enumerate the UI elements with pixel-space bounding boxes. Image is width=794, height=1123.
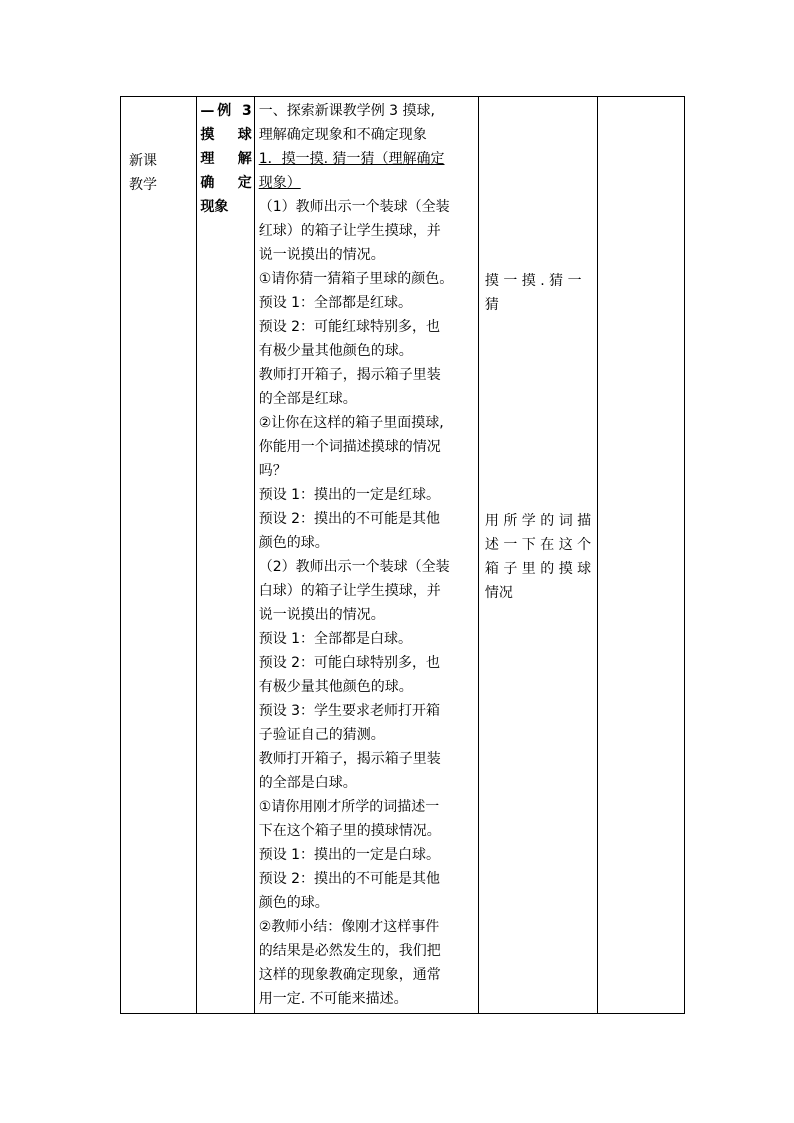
content-line: 的全部是红球。 [258,391,357,407]
content-line: （2）教师出示一个装球（全装 [258,559,450,575]
empty-cell [597,97,684,1014]
content-line: 教师打开箱子，揭示箱子里装 [258,751,441,767]
content-line: 有极少量其他颜色的球。 [258,679,413,695]
content-line: ①请你猜一猜箱子里球的颜色。 [258,271,454,287]
content-line: ②让你在这样的箱子里面摸球, [258,415,444,431]
content-line: 预设 2：摸出的不可能是其他 [258,511,441,527]
content-line: 预设 2：可能红球特别多，也 [258,319,441,335]
content-line: 吗？ [258,463,287,479]
content-line: 有极少量其他颜色的球。 [258,343,413,359]
content-line: 说一说摸出的情况。 [258,607,385,623]
topic-cell [197,97,254,1014]
topic-line: 确 定 [200,175,252,191]
content-line: ②教师小结：像刚才这样事件 [258,919,440,935]
phase-label-line: 新课 [129,153,157,169]
content-line: 预设 1：摸出的一定是红球。 [258,487,441,503]
content-line: 下在这个箱子里的摸球情况。 [258,823,441,839]
topic-line: —例 3 [200,103,252,119]
content-heading-line: 1．摸一摸. 猜一猜（理解确定 [258,151,445,167]
content-line: 红球）的箱子让学生摸球，并 [258,223,441,239]
note-block-describe [485,509,593,605]
lesson-plan-table [120,96,685,1014]
topic-line: 理 解 [200,151,252,167]
content-line: 的全部是白球。 [258,775,357,791]
content-cell [254,97,478,1014]
content-line: 子验证自己的猜测。 [258,727,385,743]
content-line: 一、探索新课教学例 3 摸球, [258,103,435,119]
phase-cell [121,97,197,1014]
content-line: 预设 2：摸出的不可能是其他 [258,871,441,887]
note-line: 箱 子 里 的 摸 球 [484,561,592,577]
content-line: 理解确定现象和不确定现象 [258,127,427,143]
content-line: 白球）的箱子让学生摸球，并 [258,583,441,599]
content-line: ①请你用刚才所学的词描述一 [258,799,440,815]
content-line: 颜色的球。 [258,895,329,911]
topic-line: 摸 球 [200,127,252,143]
content-heading-line: 现象） [258,175,301,191]
note-line: 情况 [484,585,513,601]
content-line: 预设 2：可能白球特别多，也 [258,655,441,671]
content-line: 你能用一个词描述摸球的情况 [258,439,441,455]
content-line: 预设 1：全部都是红球。 [258,295,413,311]
content-line: 的结果是必然发生的，我们把 [258,943,441,959]
content-line: 用一定. 不可能来描述。 [258,991,408,1007]
content-line: 预设 3：学生要求老师打开箱 [258,703,441,719]
note-line: 用 所 学 的 词 描 [484,513,592,529]
content-line: 这样的现象教确定现象，通常 [258,967,441,983]
note-line: 摸 一 摸 . 猜 一 [484,273,582,289]
content-line: 预设 1：全部都是白球。 [258,631,413,647]
content-line: （1）教师出示一个装球（全装 [258,199,450,215]
notes-cell [478,97,597,1014]
table-row [121,97,685,1014]
content-line: 教师打开箱子，揭示箱子里装 [258,367,441,383]
note-block-guess [485,269,593,317]
content-line: 说一说摸出的情况。 [258,247,385,263]
phase-label-line: 教学 [129,177,157,193]
note-line: 猜 [484,297,499,313]
content-line: 颜色的球。 [258,535,329,551]
topic-line: 现象 [200,199,229,215]
note-line: 述 一 下 在 这 个 [484,537,592,553]
content-line: 预设 1：摸出的一定是白球。 [258,847,441,863]
